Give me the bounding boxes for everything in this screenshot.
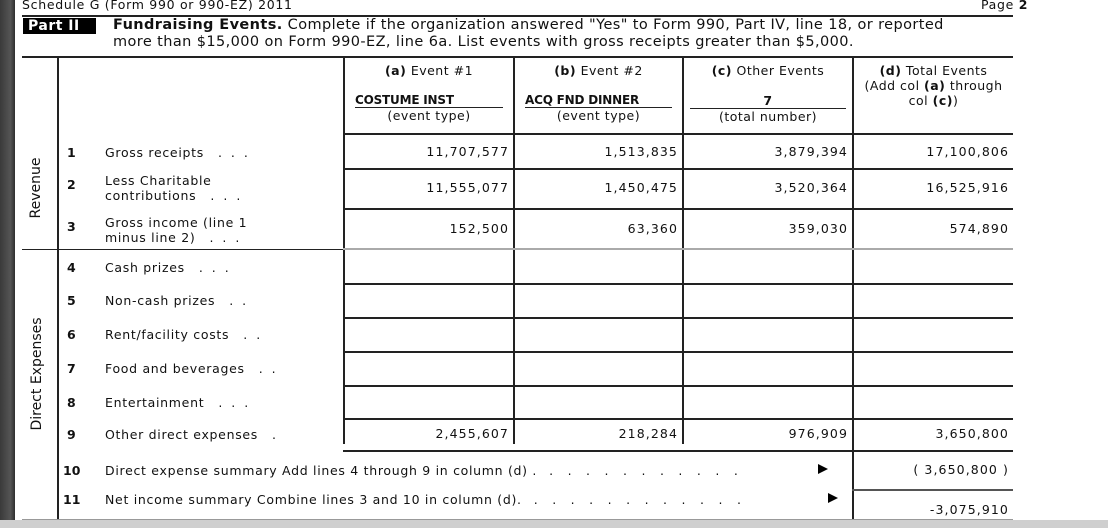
line-number: 1	[67, 145, 76, 160]
leader-dots: ............	[533, 492, 756, 507]
row-rule	[343, 317, 1013, 319]
cell-col-c: 3,520,364	[774, 180, 848, 195]
col-c-title: Other Events	[732, 63, 825, 78]
leader-dots: .	[272, 427, 285, 442]
part-badge: Part II	[23, 18, 96, 34]
cell-col-b: 1,513,835	[604, 144, 678, 159]
line-number: 10	[63, 463, 81, 478]
col-b-letter: (b)	[554, 63, 577, 78]
line-number: 5	[67, 293, 76, 308]
col-a-title: Event #1	[406, 63, 474, 78]
col-b-header	[515, 63, 682, 123]
leader-dots: ...	[218, 395, 258, 410]
schedule-title: Schedule G (Form 990 or 990-EZ) 2011	[22, 0, 293, 12]
leader-dots: ..	[258, 361, 285, 376]
summary-value: -3,075,910	[929, 502, 1009, 517]
col-d-note-3: through	[945, 78, 1003, 93]
part-instructions-2: more than $15,000 on Form 990-EZ, line 6a. List events with gross receipts greater than $5,000.	[113, 34, 854, 50]
line-number: 7	[67, 361, 76, 376]
line-label-text: Rent/facility costs	[105, 327, 230, 342]
arrow-right-icon	[818, 464, 828, 474]
line-number: 4	[67, 260, 76, 275]
line-label-text: Non-cash prizes	[105, 293, 216, 308]
cell-col-d: 3,650,800	[935, 426, 1009, 441]
cell-col-b: 218,284	[618, 426, 678, 441]
col-d-note-5: (c)	[932, 93, 953, 108]
part-title: Fundraising Events.	[113, 17, 283, 33]
leader-dots: ...	[209, 230, 249, 245]
summary-label-text: Net income summary Combine lines 3 and 10 in column (d).	[105, 492, 522, 507]
leader-dots: ..	[229, 293, 256, 308]
cell-col-d: 17,100,806	[926, 144, 1009, 159]
col-a-event-type: COSTUME INST	[355, 93, 503, 108]
part-rule	[22, 56, 1013, 58]
row-rule	[343, 385, 1013, 387]
line-label-text-2: minus line 2)	[105, 230, 196, 245]
line-label-text: Less Charitable	[105, 173, 212, 188]
line-label	[105, 427, 285, 442]
page-indicator	[981, 0, 1028, 12]
col-c-header	[684, 63, 852, 124]
line-label-text: Food and beverages	[105, 361, 245, 376]
col-c-count: 7	[690, 93, 846, 109]
cell-col-b: 1,450,475	[604, 180, 678, 195]
col-d-letter: (d)	[879, 63, 902, 78]
col-d-title: Total Events	[901, 63, 988, 78]
cell-col-d: 16,525,916	[926, 180, 1009, 195]
summary-label	[105, 492, 755, 507]
line10-value-rule	[852, 489, 1013, 491]
col-d-note-2: (a)	[924, 78, 946, 93]
line-label-text: Cash prizes	[105, 260, 185, 275]
leader-dots: ...	[217, 145, 257, 160]
viewer-left-edge	[0, 0, 15, 520]
col-a-caption: (event type)	[387, 108, 471, 123]
line-label	[105, 145, 257, 160]
viewer-bottom-edge	[0, 520, 1108, 528]
page-label: Page	[981, 0, 1019, 12]
line-label	[105, 293, 255, 308]
cell-col-a: 11,707,577	[426, 144, 509, 159]
col-d-note-1: (Add col	[864, 78, 925, 93]
col-a-letter: (a)	[384, 63, 407, 78]
summary-label	[105, 463, 752, 478]
col-c-letter: (c)	[711, 63, 733, 78]
row-rule	[343, 351, 1013, 353]
cell-col-b: 63,360	[627, 221, 678, 236]
cell-col-c: 976,909	[788, 426, 848, 441]
part-heading	[113, 17, 944, 51]
line-label-text: Other direct expenses	[105, 427, 259, 442]
line-label-text: Gross income (line 1	[105, 215, 248, 230]
line-label-text-2: contributions	[105, 188, 197, 203]
col-d-note-4: col	[908, 93, 933, 108]
row-rule	[343, 248, 1013, 250]
leader-dots: ...	[210, 188, 250, 203]
arrow-right-icon	[828, 493, 838, 503]
col-b-event-type: ACQ FND DINNER	[525, 93, 672, 108]
line-number: 3	[67, 219, 76, 234]
header-bottom-rule	[343, 133, 1013, 135]
line-label-text: Entertainment	[105, 395, 205, 410]
line-label	[105, 327, 269, 342]
leader-dots: ..	[243, 327, 270, 342]
line-number: 2	[67, 177, 76, 192]
line-label	[105, 260, 238, 275]
cell-col-c: 359,030	[788, 221, 848, 236]
row-rule	[343, 283, 1013, 285]
col-c-caption: (total number)	[718, 109, 818, 124]
section-divider	[57, 57, 59, 520]
section-revenue: Revenue	[28, 157, 44, 219]
section-direct-expenses: Direct Expenses	[29, 317, 45, 431]
col-d-note-6: )	[952, 93, 959, 108]
line-label	[105, 361, 285, 376]
part-instructions-1: Complete if the organization answered "Yes" to Form 990, Part IV, line 18, or reported	[282, 17, 944, 33]
revenue-expenses-divider	[22, 249, 344, 250]
cell-col-c: 3,879,394	[774, 144, 848, 159]
col-b-title: Event #2	[576, 63, 643, 78]
line-label	[105, 215, 248, 245]
summary-value: ( 3,650,800 )	[913, 462, 1009, 477]
leader-dots: ...	[198, 260, 238, 275]
cell-col-a: 2,455,607	[435, 426, 509, 441]
col-d-header	[854, 63, 1013, 108]
cell-col-d: 574,890	[949, 221, 1009, 236]
row-rule	[343, 208, 1013, 210]
line9-bottom-rule	[343, 450, 1013, 452]
line-number: 9	[67, 427, 76, 442]
leader-dots: ...........	[549, 463, 753, 478]
line-label-text: Gross receipts	[105, 145, 204, 160]
line-label	[105, 173, 249, 203]
line-number: 11	[63, 492, 81, 507]
line-number: 8	[67, 395, 76, 410]
row-rule	[343, 168, 1013, 170]
cell-col-a: 152,500	[449, 221, 509, 236]
line-label	[105, 395, 257, 410]
page-number: 2	[1018, 0, 1029, 12]
col-b-caption: (event type)	[556, 108, 641, 123]
summary-label-text: Direct expense summary Add lines 4 through 9 in column (d) .	[105, 463, 538, 478]
col-a-header	[345, 63, 513, 123]
line-number: 6	[67, 327, 76, 342]
row-rule	[343, 418, 1013, 420]
cell-col-a: 11,555,077	[426, 180, 509, 195]
